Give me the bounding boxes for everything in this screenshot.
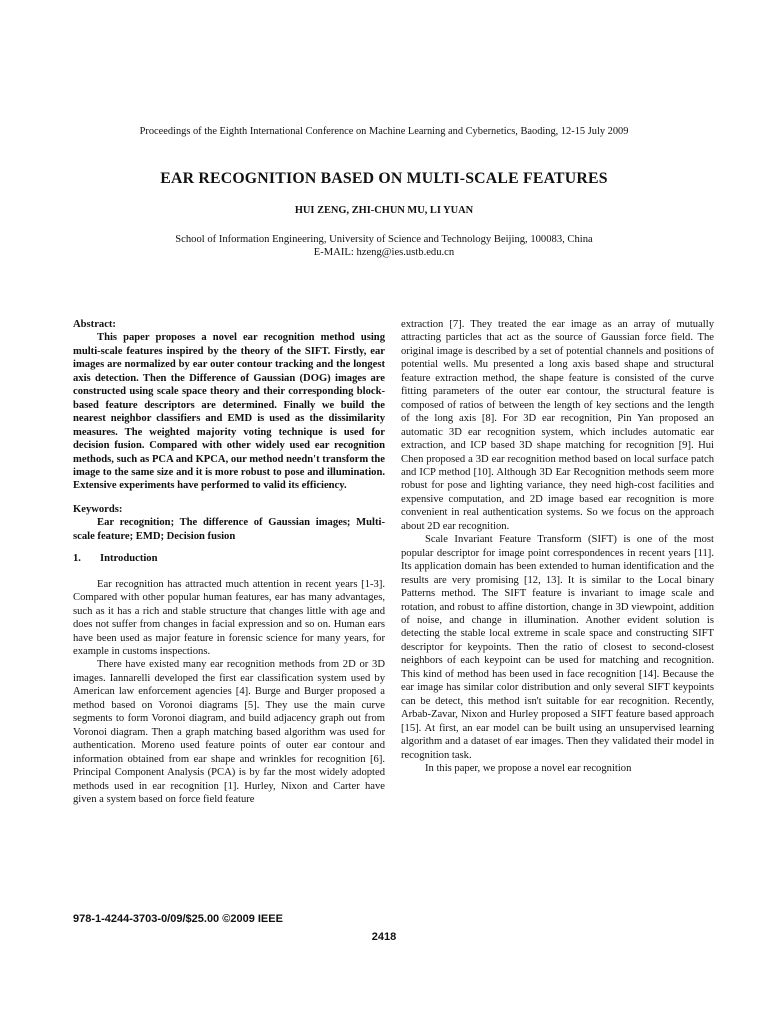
section-title: Introduction — [100, 553, 158, 565]
paper-title: EAR RECOGNITION BASED ON MULTI-SCALE FEATURES — [160, 170, 608, 187]
paragraph: Ear recognition has attracted much attention in recent years [1-3]. Compared with other popular human features, ear has many advantages, such as it has a rich and stable structure that changes little with age and does not suffer from changes in facial expression and so on. Human ears have been used as major feature in forensic science for many years, for example in customs inspections. — [73, 578, 385, 657]
section-number: 1. — [73, 553, 81, 565]
left-column — [73, 318, 385, 806]
right-column — [401, 318, 714, 775]
page-number: 2418 — [371, 931, 397, 943]
affiliation-block — [0, 233, 768, 259]
keywords-heading: Keywords: — [73, 503, 123, 515]
paper-authors: HUI ZENG, ZHI-CHUN MU, LI YUAN — [294, 205, 474, 216]
paragraph: extraction [7]. They treated the ear image as an array of mutually attracting particles that act as the source of Gaussian force field. The original image is described by a set of potential channels and positions of potential wells. Mu presented a long axis based shape and structural feature extraction method, the shape feature is consisted of the curve fitting parameters of the outer ear contour, the structural feature is composed of ratios of between the length of key sections and the length of the long axis [8]. For 3D ear recognition, Pin Yan proposed an automatic 3D ear recognition system, which includes automatic ear extraction, and ICP based 3D shape matching for recognition [9]. Hui Chen proposed a 3D ear recognition method based on local surface patch and ICP method [10]. Although 3D Ear Recognition methods seem more robust for pose and lighting variance, they need high-cost facilities and expensive computation, and 2D image based ear recognition is more convenient in real authentication systems. So we focus on the approach about 2D ear recognition. — [401, 319, 714, 532]
affiliation: School of Information Engineering, University of Science and Technology Beijing, 100083, China — [175, 234, 593, 245]
paragraph: Scale Invariant Feature Transform (SIFT) is one of the most popular descriptor for image point correspondences in recent years [11]. Its application domain has been extended to human identification and the results are very promising [12, 13]. It is similar to the Local binary Patterns method. The SIFT feature is invariant to image scale and rotation, and robust to affine distortion, change in 3D viewpoint, addition of noise, and change in illumination. Another evident solution is detecting the stable local extreme in scale space and constructing SIFT descriptor for keypoints. Then the ratio of closest to second-closest neighbors of each keypoint can be used for matching and recognition. This kind of method has been used in face recognition [14]. Because the ear image has similar color distribution and only several SIFT keypoints can be detect, this method isn't suitable for ear recognition. Recently, Arbab-Zavar, Nixon and Hurley proposed a SIFT feature based approach [15]. At first, an ear model can be built using an unsupervised learning algorithm and a dataset of ear images. Then they validated their model in recognition task. — [401, 534, 714, 761]
section-heading-introduction — [73, 552, 385, 565]
abstract-text: This paper proposes a novel ear recognition method using multi-scale features inspired by the theory of the SIFT. Firstly, ear images are normalized by ear outer contour tracking and the longest axis detection. Then the Difference of Gaussian (DOG) images are constructed using scale space theory and their corresponding block-based feature descriptors are determined. Finally we build the nearest neighbor classifiers and EMD is used as the dissimilarity measures. The weighted majority voting technique is used for decision fusion. Compared with other widely used ear recognition methods, such as PCA and KPCA, our method needn't transform the image to the same size and it is more robust to pose and illumination. Extensive experiments have performed to valid its efficiency. — [73, 332, 385, 492]
abstract-heading: Abstract: — [73, 319, 116, 330]
keywords-text: Ear recognition; The difference of Gaussian images; Multi-scale feature; EMD; Decision fusion — [73, 517, 385, 542]
paragraph: There have existed many ear recognition methods from 2D or 3D images. Iannarelli developed the first ear classification system used by American law enforcement agencies [4]. Burge and Burger proposed a method based on Voronoi diagrams [5]. They use the main curve segments to form Voronoi diagram, and build adjacency graph out from Voronoi diagram. Then a graph matching based algorithm was used for authentication. Moreno used feature points of outer ear contour and information obtained from ear shape and wrinkles for recognition [6]. Principal Component Analysis (PCA) is by far the most widely adopted methods used in ear recognition [1]. Hurley, Nixon and Carter have given a system based on force field feature — [73, 659, 385, 805]
email: E-MAIL: hzeng@ies.ustb.edu.cn — [313, 247, 455, 258]
conference-header: Proceedings of the Eighth International Conference on Machine Learning and Cybernetics, Baoding, 12-15 July 2009 — [139, 126, 629, 137]
copyright-notice: 978-1-4244-3703-0/09/$25.00 ©2009 IEEE — [73, 913, 283, 925]
paragraph: In this paper, we propose a novel ear recognition — [425, 762, 632, 774]
